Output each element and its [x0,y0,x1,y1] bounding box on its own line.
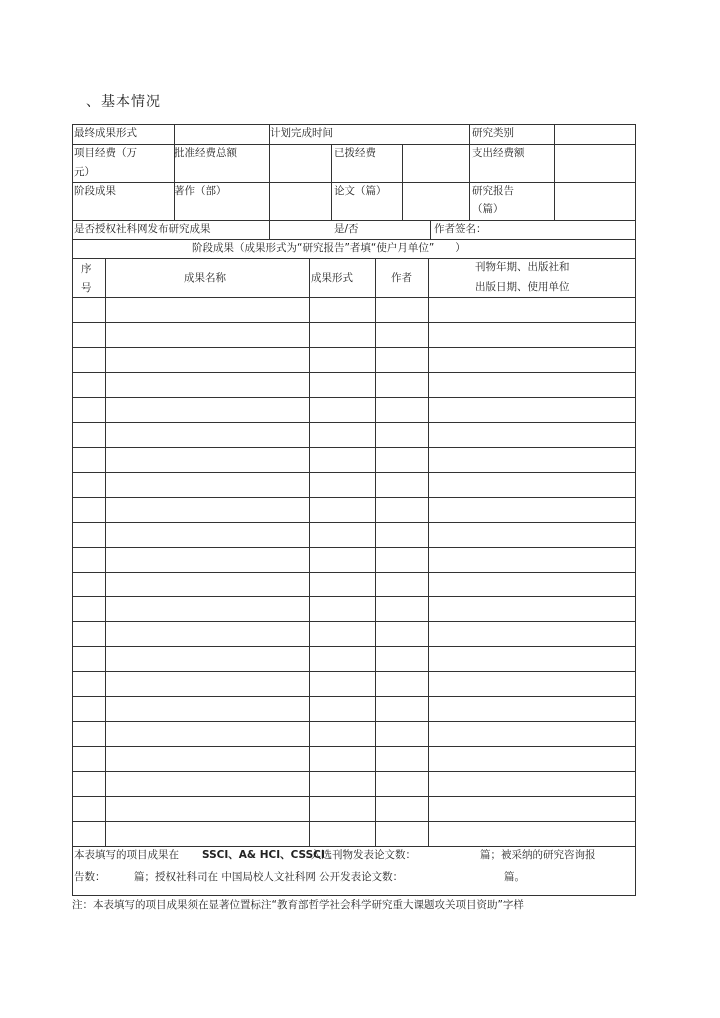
signature-label: 作者签名： [434,223,487,235]
summary-line2-c: 篇。 [504,871,525,883]
summary-line1-indexes: SSCI、A& HCI、CSSCI [202,849,325,861]
yes-no-choice[interactable]: 是/否 [334,223,359,235]
papers-label: 论文（篇） [334,185,387,197]
funding-label-line2: 元） [74,166,95,178]
col-no-line2: 号 [81,282,92,294]
col-pub-header-line1: 刊物年期、出版社和 [475,261,570,273]
stage-table-heading: 阶段成果（成果形式为“研究报告”者填“使户月单位” ） [192,242,466,254]
authorize-label: 是否授权社科网发布研究成果 [74,223,211,235]
footnote: 注：本表填写的项目成果须在显著位置标注“教育部哲学社会科学研究重大课题攻关项目资助”字样 [72,899,524,911]
funding-label-line1: 项目经费（万 [74,147,137,159]
category-label: 研究类别 [472,127,514,139]
reports-label-line1: 研究报告 [472,185,514,197]
works-label: 著作（部） [174,185,227,197]
col-pub-header-line2: 出版日期、使用单位 [475,281,570,293]
approved-funding-label: 批准经费总额 [174,147,237,159]
summary-line1-c: 入选刊物发表论文数： [311,849,416,861]
plan-time-label: 计划完成时间 [270,127,333,139]
col-no-line1: 序 [81,263,92,275]
summary-line1-a: 本表填写的项目成果在 [74,849,179,861]
reports-label-line2: （篇） [472,203,504,215]
col-form-header: 成果形式 [311,272,353,284]
stage-results-label: 阶段成果 [74,185,116,197]
summary-line2-a: 告数： [74,871,106,883]
section-title: 、基本情况 [86,94,161,110]
basic-info-table [72,124,636,896]
summary-line1-d: 篇；被采纳的研究咨询报 [480,849,596,861]
final-form-label: 最终成果形式 [74,127,137,139]
allocated-funding-label: 已拨经费 [334,147,376,159]
col-name-header: 成果名称 [184,272,226,284]
col-author-header: 作者 [391,272,412,284]
spent-funding-label: 支出经费额 [472,147,525,159]
summary-line2-b: 篇；授权社科司在 中国局校人文社科网 公开发表论文数： [134,871,404,883]
